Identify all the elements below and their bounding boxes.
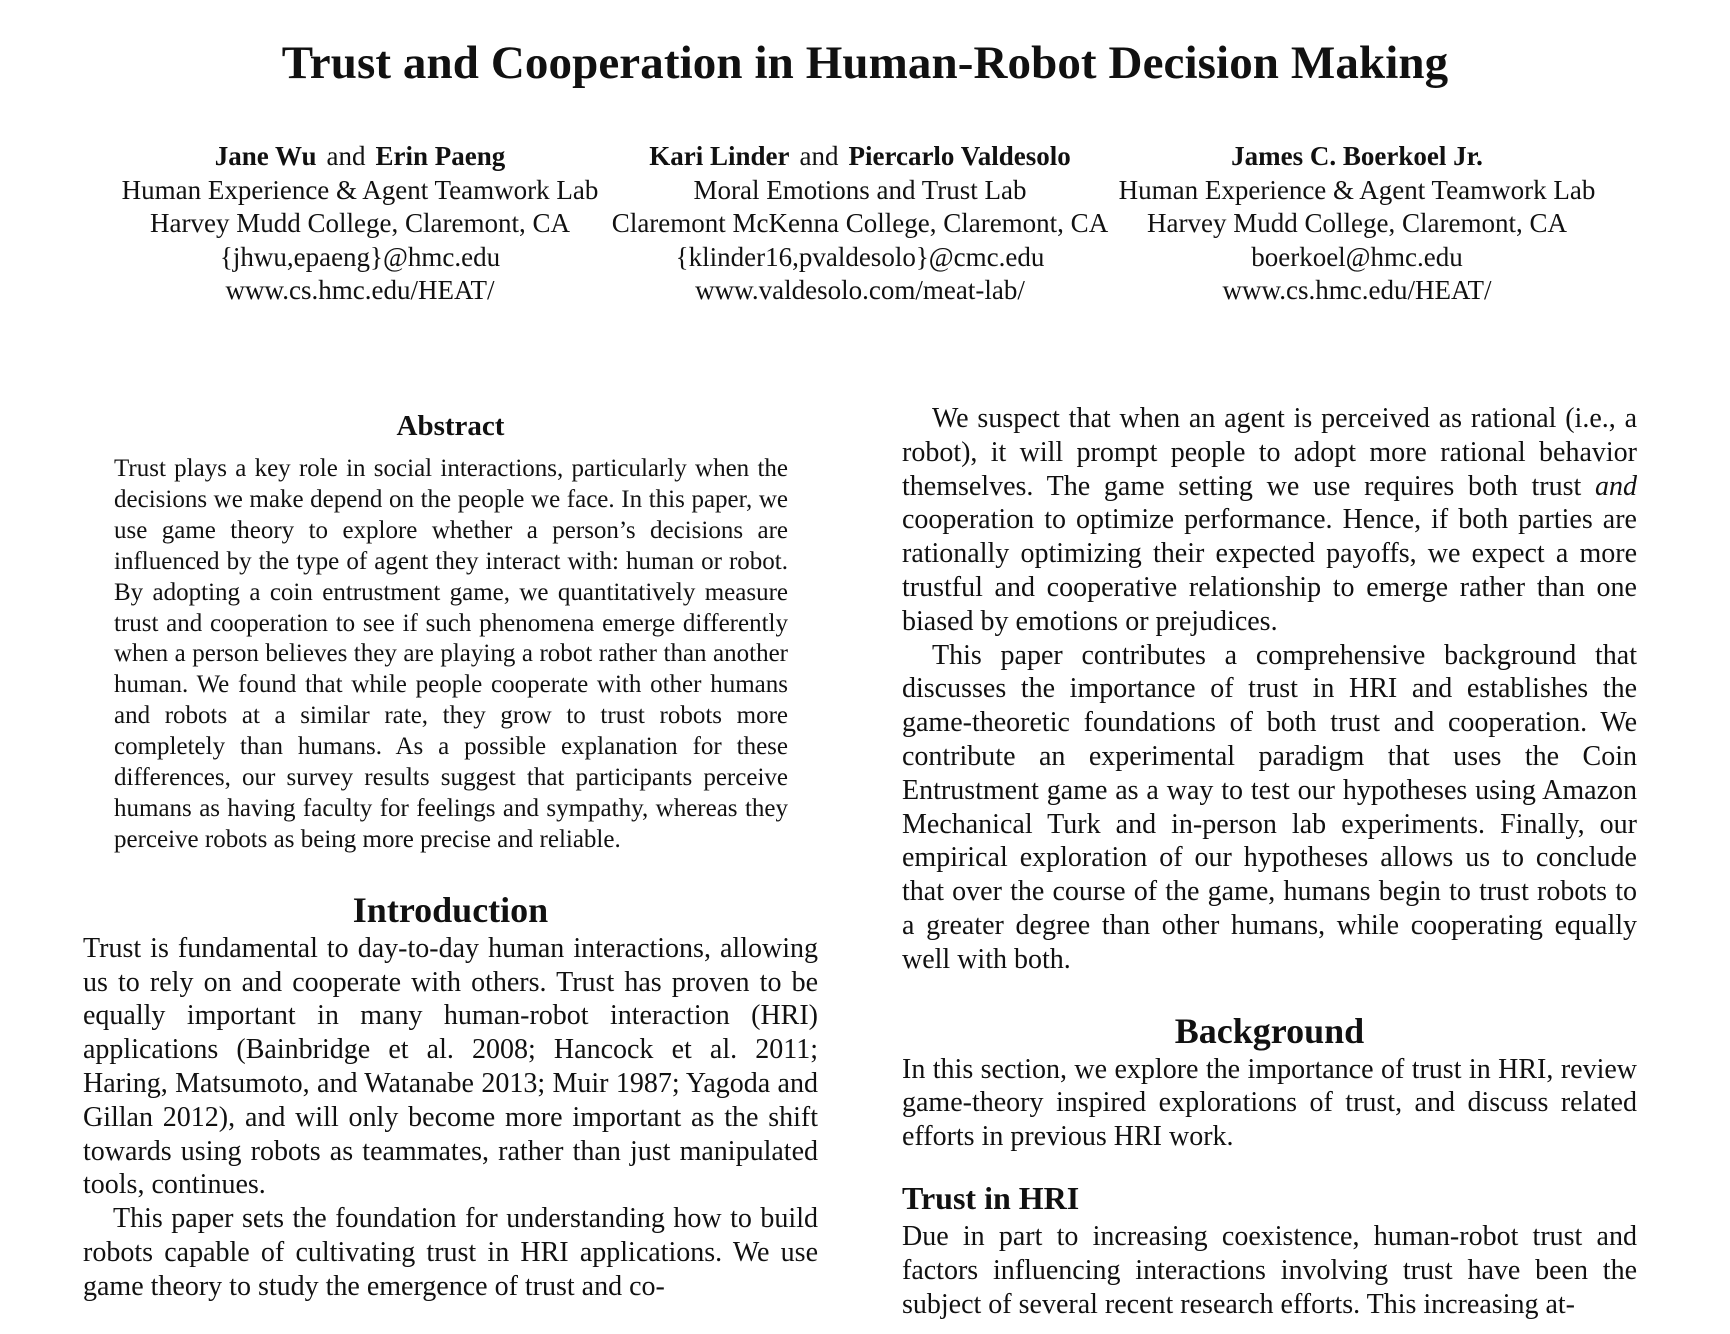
contributions-paragraph: This paper contributes a comprehensive background that discusses the importance of trust in HRI and establishes the game-theoretic foundations of both trust and cooperation. We contribute an experimental paradigm that uses the Coin Entrustment game as a way to test our hypotheses using Amazon Mechanical Turk and in-person lab experiments. Finally, our empirical exploration of our hypotheses allows us to conclude that over the course of the game, humans begin to trust robots to a greater degree than other humans, while cooperating equally well with both. bbox=[902, 639, 1637, 975]
abstract-text: Trust plays a key role in social interactions, particularly when the decisions we make depend on the people we face. In this paper, we use game theory to explore whether a person’s decisions are influenced by the type of agent they interact with: human or robot. By adopting a coin entrustment game, we quantitatively measure trust and cooperation to see if such phenomena emerge differently when a person believes they are playing a robot rather than another human. We found that while people cooperate with other humans and robots at a similar rate, they grow to trust robots more completely than humans. As a possible explanation for these differences, our survey results suggest that participants perceive humans as having faculty for feelings and sympathy, whereas they perceive robots as being more precise and reliable. bbox=[114, 455, 788, 853]
author-url: www.valdesolo.com/meat-lab/ bbox=[695, 275, 1025, 305]
abstract-heading: Abstract bbox=[396, 410, 505, 442]
author-email: {klinder16,pvaldesolo}@cmc.edu bbox=[675, 241, 1045, 272]
author-affiliation: Human Experience & Agent Teamwork Lab bbox=[1118, 174, 1596, 205]
author-url: www.cs.hmc.edu/HEAT/ bbox=[225, 275, 495, 305]
author-block-3 bbox=[1119, 140, 1596, 308]
author-institution: Claremont McKenna College, Claremont, CA bbox=[611, 208, 1109, 238]
author-block-2 bbox=[612, 140, 1108, 308]
background-heading: Background bbox=[1174, 1010, 1365, 1051]
author-institution: Harvey Mudd College, Claremont, CA bbox=[150, 208, 570, 238]
introduction-paragraph-2: This paper sets the foundation for understanding how to build robots capable of cultivating trust in HRI applications. We use game theory to study the emergence of trust and co- bbox=[83, 1203, 818, 1302]
author-email: boerkoel@hmc.edu bbox=[1251, 241, 1463, 272]
right-column bbox=[902, 404, 1637, 1321]
author-block-1 bbox=[122, 140, 599, 308]
background-intro-paragraph: In this section, we explore the importance of trust in HRI, review game-theory inspired explorations of trust, and discuss related efforts in previous HRI work. bbox=[902, 1053, 1637, 1153]
author-names: Kari Linder and Piercarlo Valdesolo bbox=[649, 141, 1071, 171]
author-list bbox=[0, 140, 1730, 310]
author-email: {jhwu,epaeng}@hmc.edu bbox=[219, 241, 501, 272]
author-names: James C. Boerkoel Jr. bbox=[1231, 141, 1483, 171]
author-url: www.cs.hmc.edu/HEAT/ bbox=[1222, 275, 1492, 305]
trust-in-hri-paragraph: Due in part to increasing coexistence, human-robot trust and factors influencing interactions involving trust have been the subject of several recent research efforts. This increasing at- bbox=[902, 1220, 1637, 1320]
emphasis-and: and bbox=[1595, 470, 1637, 502]
trust-in-hri-heading: Trust in HRI bbox=[902, 1179, 1080, 1216]
introduction-heading: Introduction bbox=[352, 889, 549, 930]
author-affiliation: Human Experience & Agent Teamwork Lab bbox=[121, 174, 599, 205]
paper-title: Trust and Cooperation in Human-Robot Decision Making bbox=[281, 37, 1449, 89]
author-affiliation: Moral Emotions and Trust Lab bbox=[693, 174, 1027, 205]
introduction-paragraph-1: Trust is fundamental to day-to-day human interactions, allowing us to rely on and cooperate with others. Trust has proven to be equally important in many human-robot interaction (HRI) applications (Bainbridge et al. 2008; Hancock et al. 2011; Haring, Matsumoto, and Watanabe 2013; Muir 1987; Yagoda and Gillan 2012), and will only become more important as the shift towards using robots as teammates, rather than just manipulated tools, continues. bbox=[83, 932, 818, 1201]
author-institution: Harvey Mudd College, Claremont, CA bbox=[1147, 208, 1567, 238]
motivation-paragraph: We suspect that when an agent is perceived as rational (i.e., a robot), it will prompt people to adopt more rational behavior themselves. The game setting we use requires both trust and cooperation to optimize performance. Hence, if both parties are rationally optimizing their expected payoffs, we expect a more trustful and cooperative relationship to emerge rather than one biased by emotions or prejudices. bbox=[902, 403, 1637, 637]
left-column bbox=[83, 404, 818, 1304]
author-names: Jane Wu and Erin Paeng bbox=[214, 141, 506, 171]
